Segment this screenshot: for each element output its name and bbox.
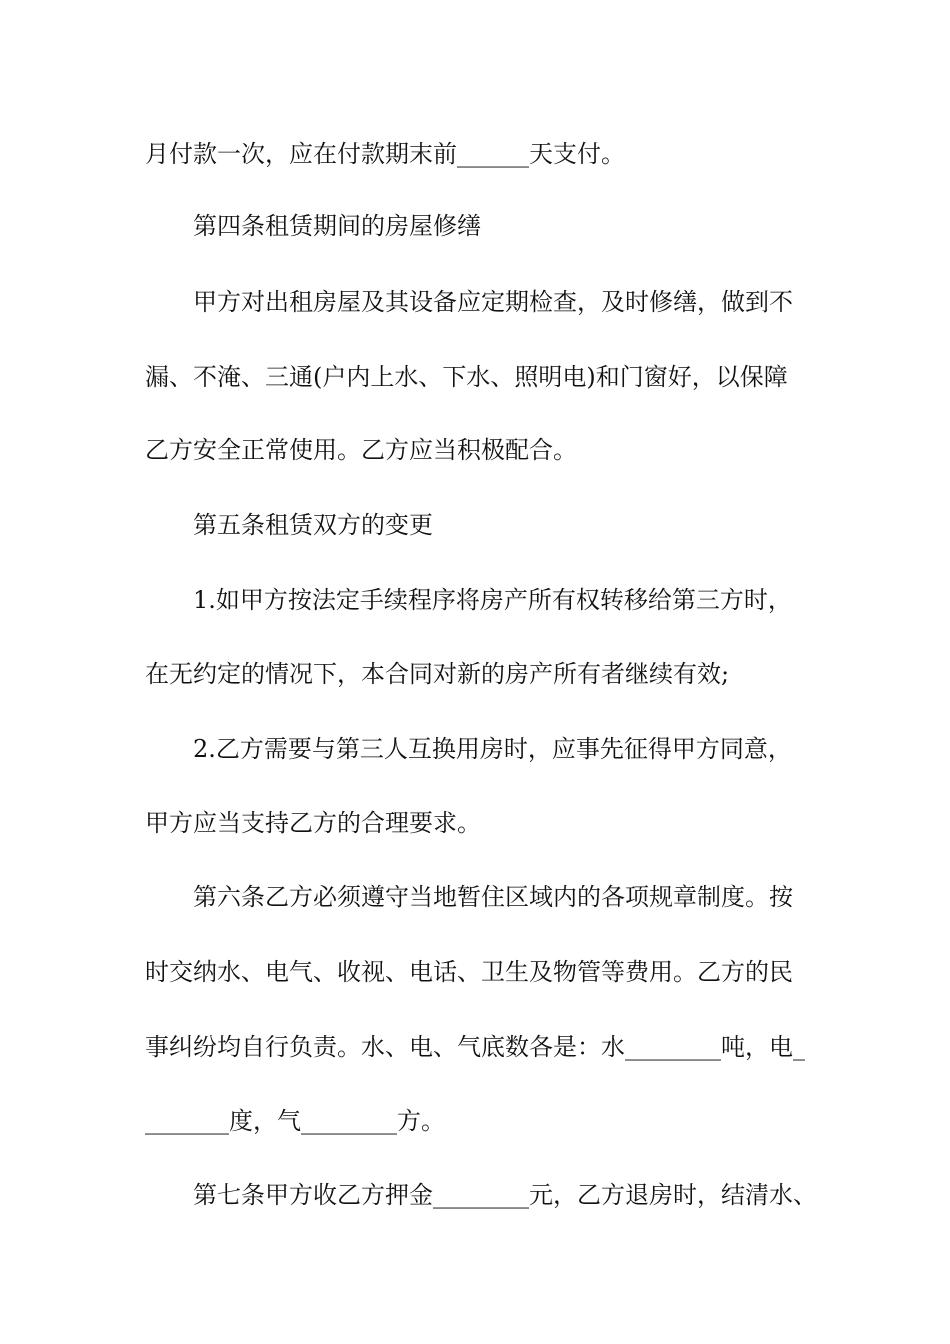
section-heading: 第四条租赁期间的房屋修缮 — [193, 212, 481, 240]
section-heading: 第七条甲方收乙方押金________元，乙方退房时，结清水、 — [193, 1181, 817, 1209]
text-line: 1.如甲方按法定手续程序将房产所有权转移给第三方时， — [193, 586, 792, 614]
text-line: _______度，气________方。 — [145, 1107, 445, 1135]
text-line: 事纠纷均自行负责。水、电、气底数各是：水________吨，电_ — [145, 1033, 805, 1061]
text-line: 月付款一次，应在付款期末前______天支付。 — [145, 140, 625, 168]
text-line: 在无约定的情况下，本合同对新的房产所有者继续有效; — [145, 660, 730, 688]
text-line: 甲方应当支持乙方的合理要求。 — [145, 809, 481, 837]
text-line: 漏、不淹、三通(户内上水、下水、照明电)和门窗好，以保障 — [145, 363, 788, 391]
section-heading: 第六条乙方必须遵守当地暂住区域内的各项规章制度。按 — [193, 883, 793, 911]
text-line: 2.乙方需要与第三人互换用房时，应事先征得甲方同意， — [193, 735, 792, 763]
section-heading: 第五条租赁双方的变更 — [193, 511, 433, 539]
text-line: 时交纳水、电气、收视、电话、卫生及物管等费用。乙方的民 — [145, 958, 793, 986]
text-line: 甲方对出租房屋及其设备应定期检查，及时修缮，做到不 — [193, 288, 793, 316]
text-line: 乙方安全正常使用。乙方应当积极配合。 — [145, 436, 577, 464]
